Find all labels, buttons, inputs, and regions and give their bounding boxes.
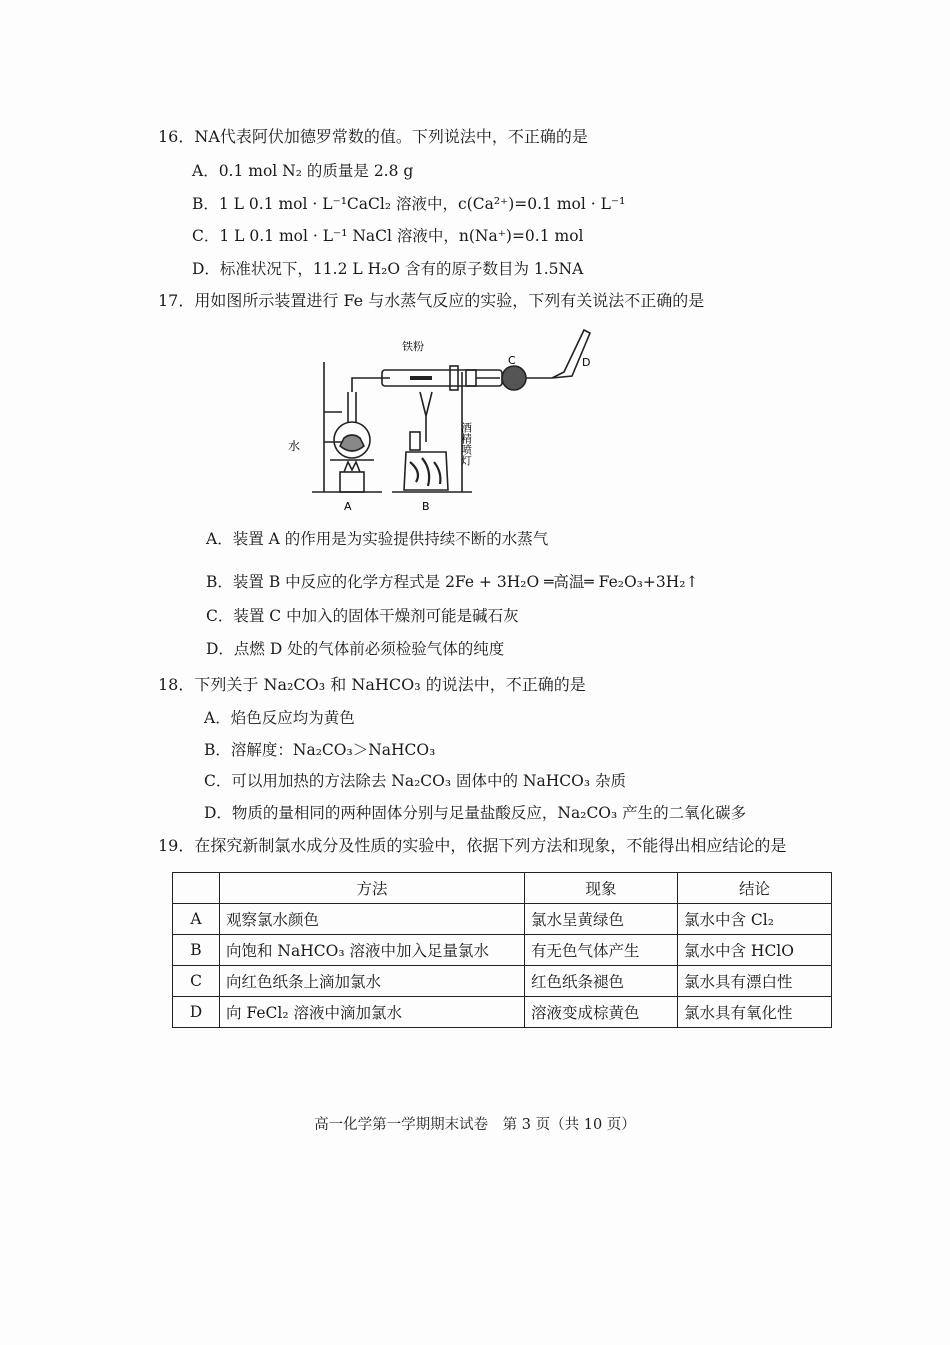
label-a: A <box>344 500 352 512</box>
table-row <box>173 966 832 997</box>
q17-stem: 17．用如图所示装置进行 Fe 与水蒸气反应的实验，下列有关说法不正确的是 <box>158 291 705 310</box>
table-cell: 向饱和 NaHCO₃ 溶液中加入足量氯水 <box>220 935 525 966</box>
q17-option-b: B．装置 B 中反应的化学方程式是 2Fe + 3H₂O ═高温═ Fe₂O₃+3H₂↑ <box>206 573 699 591</box>
q16-option-a: A．0.1 mol N₂ 的质量是 2.8 g <box>192 162 414 180</box>
table-cell: A <box>173 904 220 935</box>
table-cell: 氯水中含 Cl₂ <box>678 904 832 935</box>
header-cell: 结论 <box>678 873 832 904</box>
q19-stem: 19．在探究新制氯水成分及性质的实验中，依据下列方法和现象，不能得出相应结论的是 <box>158 836 787 855</box>
q18-stem: 18．下列关于 Na₂CO₃ 和 NaHCO₃ 的说法中，不正确的是 <box>158 675 586 694</box>
table-cell: B <box>173 935 220 966</box>
label-c: C <box>508 354 516 367</box>
table-cell: 有无色气体产生 <box>525 935 678 966</box>
apparatus-figure <box>282 322 622 512</box>
q16-option-d: D．标准状况下，11.2 L H₂O 含有的原子数目为 1.5NA <box>192 260 584 278</box>
label-water: 水 <box>288 439 301 453</box>
table-header-row <box>173 873 832 904</box>
q16-stem: 16．NA代表阿伏加德罗常数的值。下列说法中，不正确的是 <box>158 127 588 146</box>
q17-option-c: C．装置 C 中加入的固体干燥剂可能是碱石灰 <box>206 607 519 625</box>
table-cell: 氯水呈黄绿色 <box>525 904 678 935</box>
header-cell: 方法 <box>220 873 525 904</box>
q17-option-d: D．点燃 D 处的气体前必须检验气体的纯度 <box>206 640 505 658</box>
table-cell: 氯水具有漂白性 <box>678 966 832 997</box>
header-cell: 现象 <box>525 873 678 904</box>
table-row <box>173 997 832 1028</box>
q19-table <box>172 872 832 1028</box>
table-cell: 向 FeCl₂ 溶液中滴加氯水 <box>220 997 525 1028</box>
q18-option-c: C．可以用加热的方法除去 Na₂CO₃ 固体中的 NaHCO₃ 杂质 <box>204 772 626 790</box>
q18-option-a: A．焰色反应均为黄色 <box>204 709 355 727</box>
table-cell: 向红色纸条上滴加氯水 <box>220 966 525 997</box>
q16-option-b: B．1 L 0.1 mol · L⁻¹CaCl₂ 溶液中，c(Ca²⁺)=0.1 mol · L⁻¹ <box>192 195 626 213</box>
label-lamp: 酒精喷灯 <box>459 422 473 466</box>
q18-option-d: D．物质的量相同的两种固体分别与足量盐酸反应，Na₂CO₃ 产生的二氧化碳多 <box>204 804 747 822</box>
table-row <box>173 935 832 966</box>
table-cell: 氯水中含 HClO <box>678 935 832 966</box>
table-cell: D <box>173 997 220 1028</box>
q18-option-b: B．溶解度：Na₂CO₃＞NaHCO₃ <box>204 741 436 759</box>
label-b: B <box>422 500 430 512</box>
q16-option-c: C．1 L 0.1 mol · L⁻¹ NaCl 溶液中，n(Na⁺)=0.1 mol <box>192 227 584 245</box>
table-cell: 红色纸条褪色 <box>525 966 678 997</box>
table-cell: 溶液变成棕黄色 <box>525 997 678 1028</box>
label-d: D <box>582 356 591 369</box>
table-row <box>173 904 832 935</box>
page-footer: 高一化学第一学期期末试卷 第 3 页（共 10 页） <box>314 1117 636 1133</box>
header-cell <box>173 873 220 904</box>
table-cell: C <box>173 966 220 997</box>
label-iron: 铁粉 <box>402 340 424 353</box>
q17-option-a: A．装置 A 的作用是为实验提供持续不断的水蒸气 <box>206 530 549 548</box>
table-cell: 氯水具有氧化性 <box>678 997 832 1028</box>
table-cell: 观察氯水颜色 <box>220 904 525 935</box>
